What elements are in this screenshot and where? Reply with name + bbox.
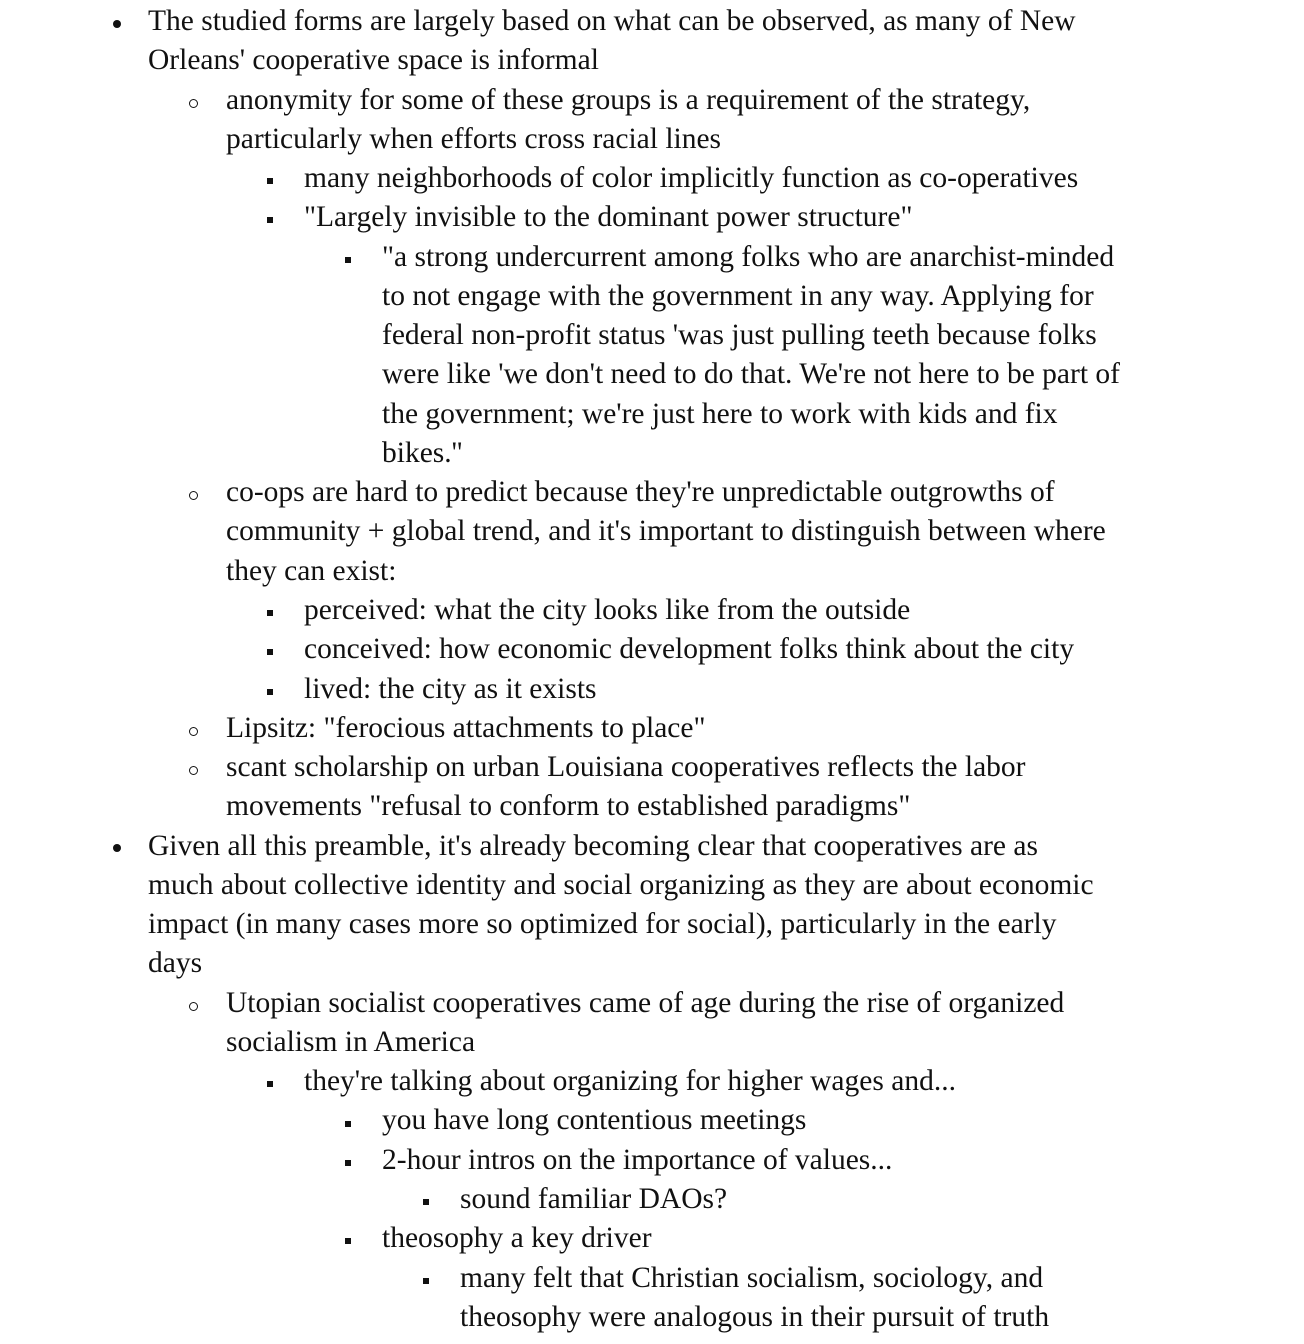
list-item [0, 709, 1304, 748]
circle-bullet-icon [183, 748, 203, 787]
disc-bullet-icon [107, 2, 127, 41]
list-item-text: scant scholarship on urban Louisiana cooperatives reflects the labor [226, 751, 1026, 784]
list-item [0, 984, 1304, 1063]
list-item-text: theosophy a key driver [382, 1222, 652, 1255]
list-item-text: particularly when efforts cross racial lines [226, 122, 722, 155]
circle-bullet-icon [183, 709, 203, 748]
list-item-text: days [148, 947, 203, 980]
list-item-text: were like 'we don't need to do that. We're not here to be part of [382, 358, 1120, 391]
disc-bullet-icon [107, 827, 127, 866]
list-item-text: Lipsitz: "ferocious attachments to place" [226, 711, 706, 744]
list-item [0, 81, 1304, 160]
square-bullet-icon [416, 1259, 436, 1298]
list-item-text: anonymity for some of these groups is a requirement of the strategy, [226, 83, 1031, 116]
circle-bullet-icon [183, 81, 203, 120]
list-item [0, 591, 1304, 630]
list-item-text: conceived: how economic development folks think about the city [304, 633, 1075, 666]
square-bullet-icon [260, 630, 280, 669]
square-bullet-icon [260, 159, 280, 198]
list-item [0, 1062, 1304, 1101]
list-item [0, 827, 1304, 984]
list-item-text: co-ops are hard to predict because they're unpredictable outgrowths of [226, 476, 1055, 509]
list-item-text: 2-hour intros on the importance of values... [382, 1143, 893, 1176]
list-item-text: perceived: what the city looks like from the outside [304, 593, 911, 626]
list-item-text: many felt that Christian socialism, sociology, and [460, 1261, 1044, 1294]
list-item [0, 1101, 1304, 1140]
list-item-text: The studied forms are largely based on what can be observed, as many of New [148, 5, 1076, 37]
list-item [0, 630, 1304, 669]
bullet-list-document [0, 2, 1304, 1337]
square-bullet-icon [260, 591, 280, 630]
list-item-text: community + global trend, and it's important to distinguish between where [226, 515, 1106, 548]
list-item-text: sound familiar DAOs? [460, 1182, 728, 1215]
list-item-text: movements "refusal to conform to established paradigms" [226, 790, 911, 823]
list-item-text: Given all this preamble, it's already becoming clear that cooperatives are as [148, 829, 1038, 862]
list-item-text: socialism in America [226, 1025, 476, 1058]
list-item [0, 1219, 1304, 1258]
square-bullet-icon [338, 238, 358, 277]
list-item-text: the government; we're just here to work with kids and fix [382, 397, 1058, 430]
square-bullet-icon [260, 198, 280, 237]
list-item [0, 1141, 1304, 1180]
circle-bullet-icon [183, 473, 203, 512]
circle-bullet-icon [183, 984, 203, 1023]
list-item-text: theosophy were analogous in their pursuit of truth [460, 1300, 1050, 1333]
list-item [0, 670, 1304, 709]
list-item-text: they can exist: [226, 554, 397, 587]
list-item [0, 1259, 1304, 1338]
list-item-text: Orleans' cooperative space is informal [148, 44, 599, 77]
list-item-text: "a strong undercurrent among folks who are anarchist-minded [382, 240, 1115, 273]
list-item-text: they're talking about organizing for higher wages and... [304, 1065, 956, 1098]
list-item [0, 748, 1304, 827]
list-item [0, 198, 1304, 237]
list-item-text: many neighborhoods of color implicitly function as co-operatives [304, 162, 1079, 195]
list-item [0, 238, 1304, 474]
list-item [0, 473, 1304, 591]
list-item-text: impact (in many cases more so optimized for social), particularly in the early [148, 908, 1057, 941]
list-item-text: you have long contentious meetings [382, 1104, 807, 1137]
list-item-text: to not engage with the government in any way. Applying for [382, 279, 1094, 312]
list-item-text: "Largely invisible to the dominant power structure" [304, 201, 913, 234]
list-item-text: bikes.'' [382, 436, 463, 469]
square-bullet-icon [416, 1180, 436, 1219]
square-bullet-icon [338, 1219, 358, 1258]
list-item [0, 1180, 1304, 1219]
list-item-text: much about collective identity and social organizing as they are about economic [148, 868, 1094, 901]
square-bullet-icon [338, 1101, 358, 1140]
square-bullet-icon [260, 1062, 280, 1101]
square-bullet-icon [260, 670, 280, 709]
square-bullet-icon [338, 1141, 358, 1180]
list-item-text: Utopian socialist cooperatives came of age during the rise of organized [226, 986, 1065, 1019]
list-item [0, 2, 1304, 81]
list-item-text: lived: the city as it exists [304, 672, 597, 705]
list-item [0, 159, 1304, 198]
list-item-text: federal non-profit status 'was just pulling teeth because folks [382, 319, 1097, 352]
